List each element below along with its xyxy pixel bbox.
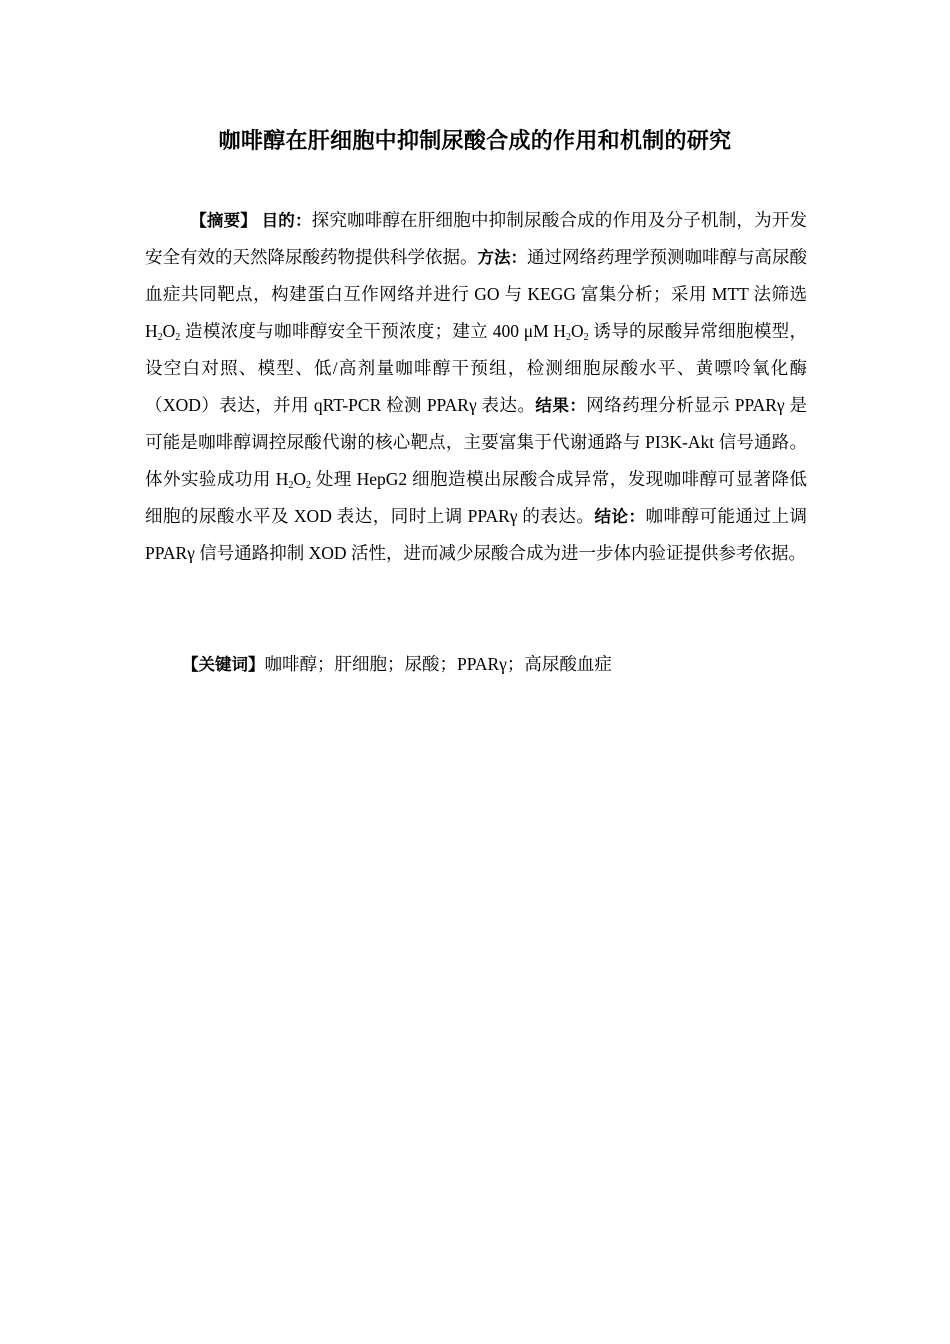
paper-title: 咖啡醇在肝细胞中抑制尿酸合成的作用和机制的研究 (218, 129, 732, 154)
h2o2-formula: $H_2O_2$ (275, 469, 311, 491)
keywords-line (182, 646, 822, 683)
methods-label: 方法： (477, 248, 527, 267)
methods-text-3: 诱导的尿酸异常细胞模型，设空白对照、模型、低/高剂量咖啡醇干预组，检测细胞尿酸水平、黄嘌呤氧化酶（XOD）表达，并用 qRT-PCR 检测 PPARγ 表达。 (145, 321, 807, 415)
results-label: 结果： (535, 396, 587, 415)
keywords-text: 咖啡醇；肝细胞；尿酸；PPARγ；高尿酸血症 (264, 654, 612, 674)
results-text-2: 处理 HepG2 细胞造模出尿酸合成异常，发现咖啡醇可显著降低细胞的尿酸水平及 XOD 表达，同时上调 PPARγ 的表达。 (145, 469, 808, 526)
h2o2-formula: $H_2O_2$ (553, 321, 589, 343)
objective-text: 探究咖啡醇在肝细胞中抑制尿酸合成的作用及分子机制，为开发安全有效的天然降尿酸药物提供科学依据。 (145, 210, 808, 267)
conclusion-text: 咖啡醇可能通过上调 PPARγ 信号通路抑制 XOD 活性，进而减少尿酸合成为进一步体内验证提供参考依据。 (145, 506, 807, 563)
abstract-label: 【摘要】 (190, 211, 257, 230)
keywords-label: 【关键词】 (182, 655, 265, 674)
abstract-paragraph (145, 202, 807, 572)
objective-label: 目的： (261, 211, 312, 230)
methods-text-2: 造模浓度与咖啡醇安全干预浓度；建立 400 μM (180, 321, 554, 341)
results-text-1: 网络药理分析显示 PPARγ 是可能是咖啡醇调控尿酸代谢的核心靶点，主要富集于代谢通路与 PI3K-Akt 信号通路。体外实验成功用 (145, 395, 808, 489)
h2o2-formula: $H_2O_2$ (145, 321, 181, 343)
methods-text-1: 通过网络药理学预测咖啡醇与高尿酸血症共同靶点，构建蛋白互作网络并进行 GO 与 KEGG 富集分析；采用 MTT 法筛选 (145, 247, 807, 304)
conclusion-label: 结论： (594, 507, 646, 526)
